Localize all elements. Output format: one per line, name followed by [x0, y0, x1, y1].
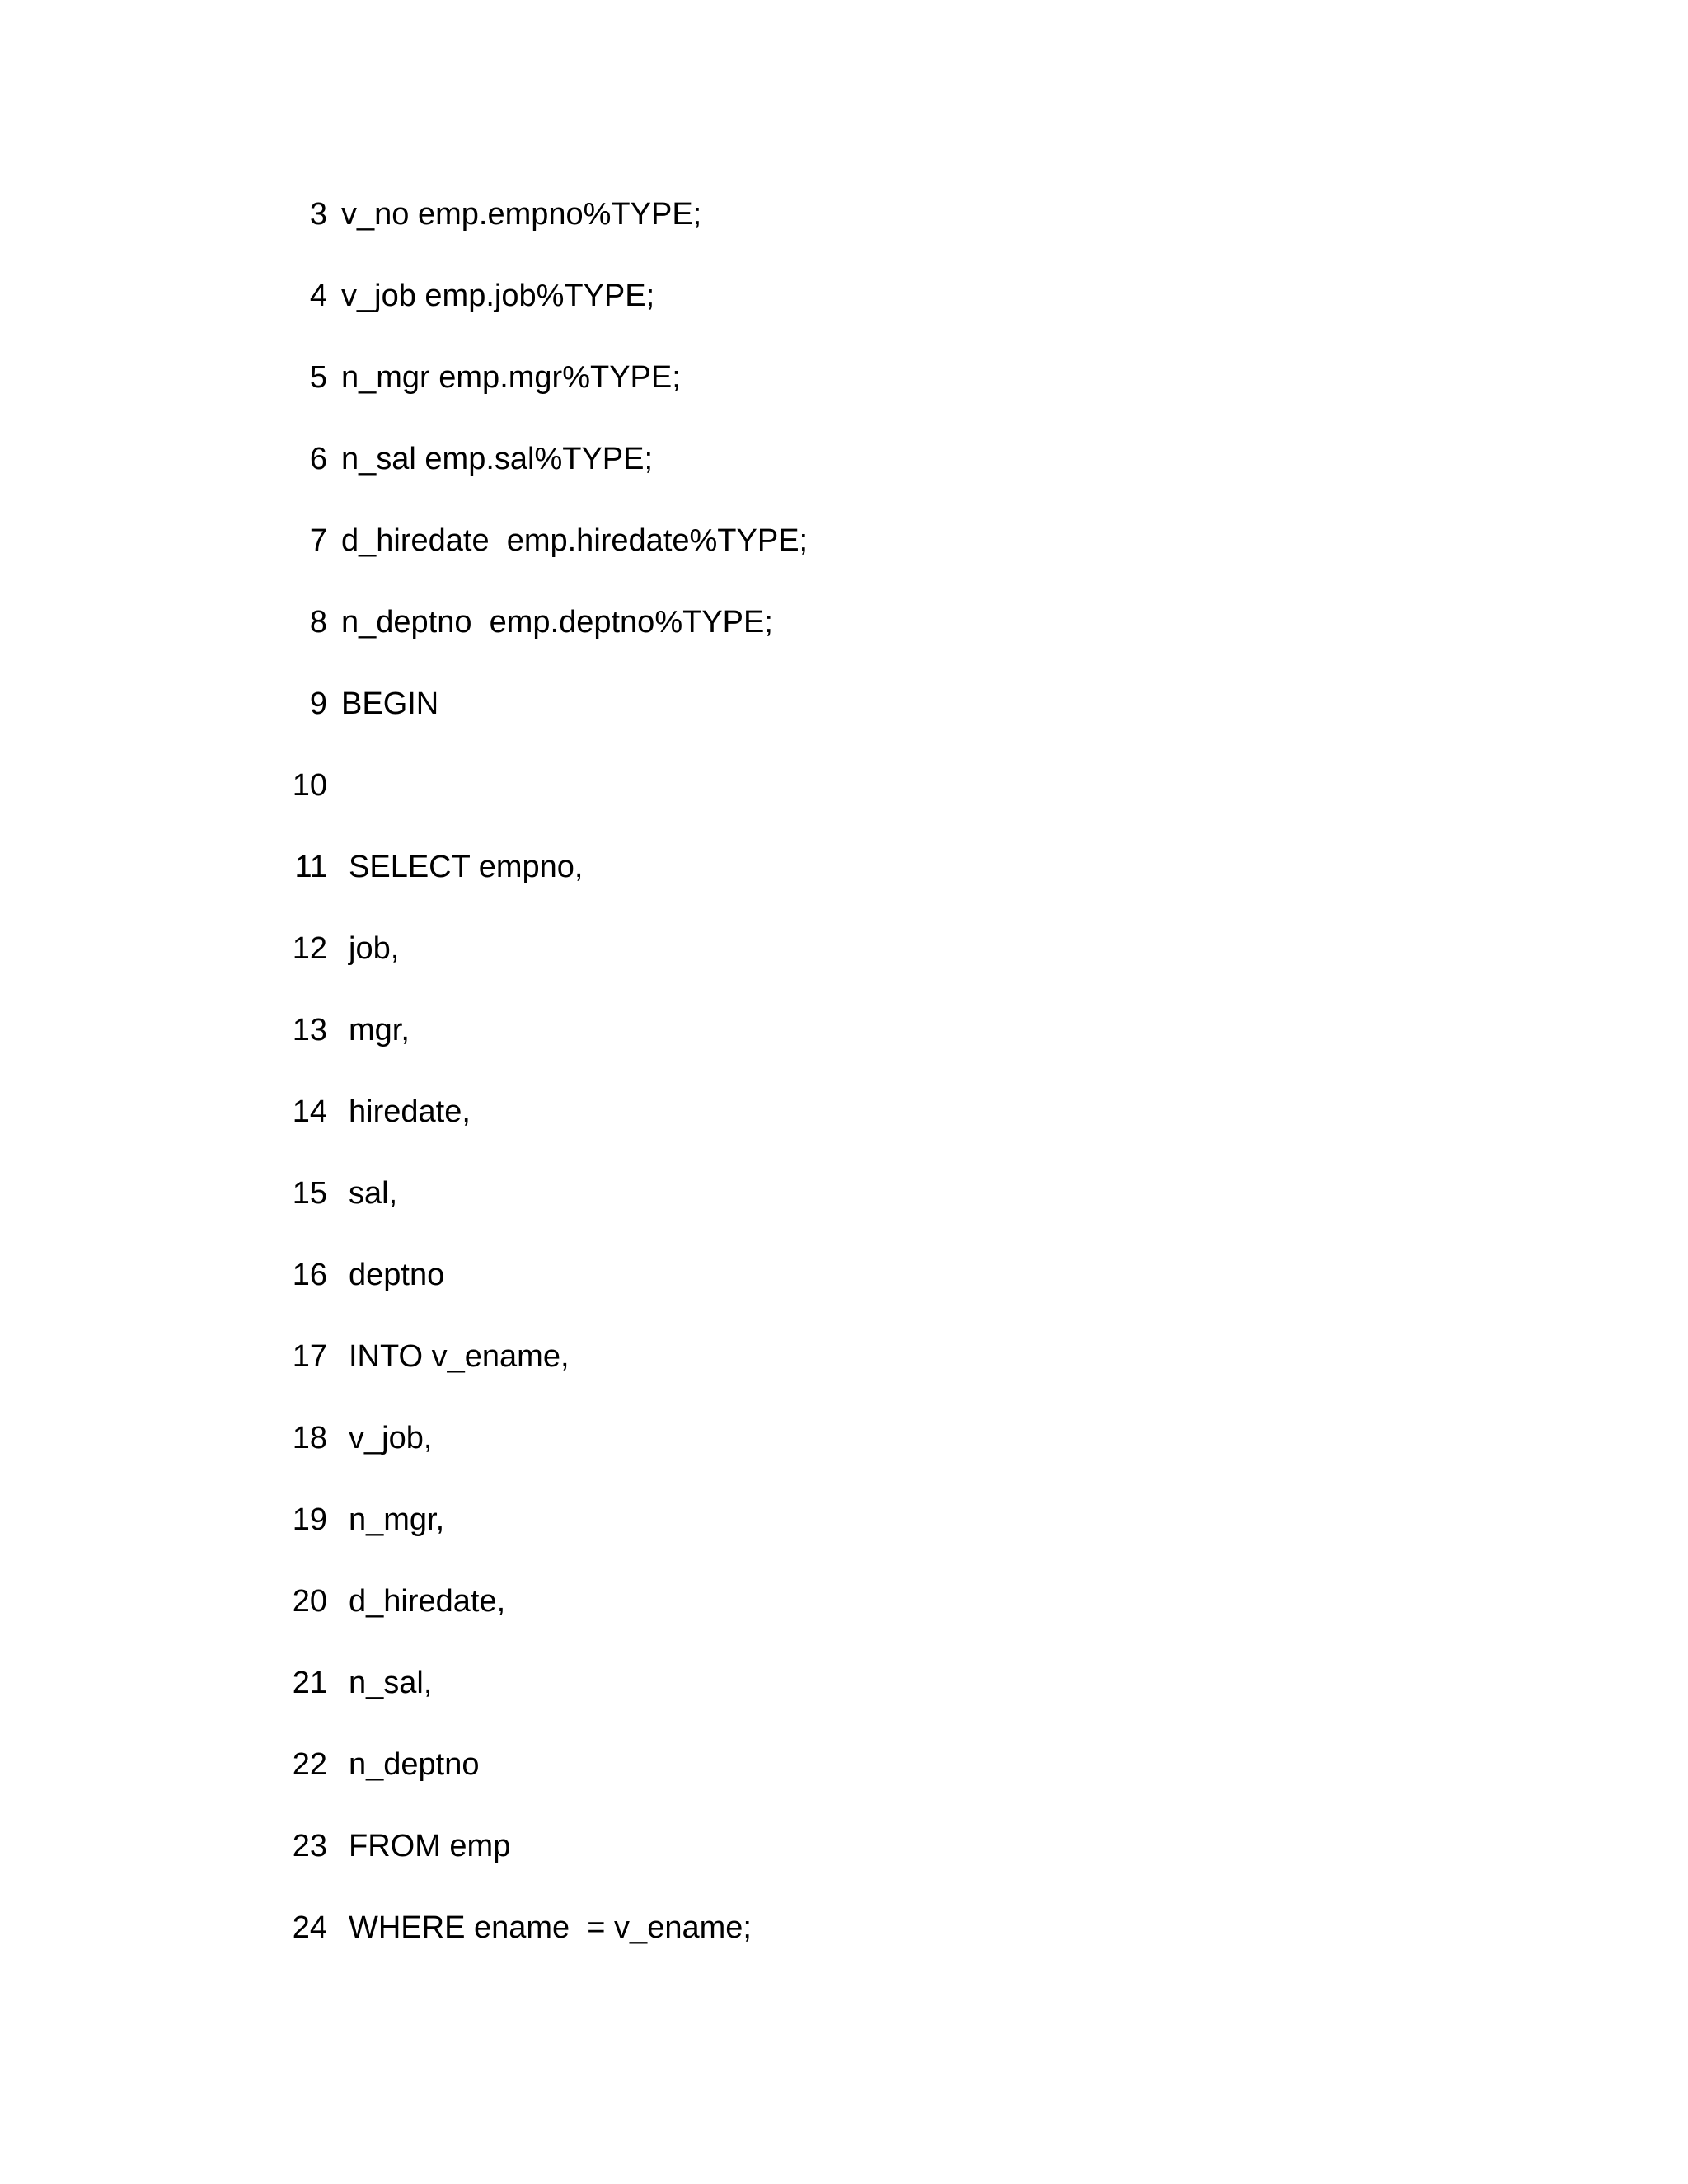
- line-text: n_mgr emp.mgr%TYPE;: [341, 360, 681, 395]
- line-number: 14: [292, 1094, 327, 1129]
- code-line: [0, 598, 773, 647]
- line-number: 22: [292, 1747, 327, 1782]
- line-text: n_deptno: [349, 1747, 480, 1782]
- line-number: 20: [292, 1584, 327, 1619]
- line-text: v_no emp.empno%TYPE;: [341, 197, 702, 232]
- line-number: 8: [309, 605, 327, 640]
- line-text: BEGIN: [341, 687, 439, 721]
- line-text: d_hiredate,: [349, 1584, 506, 1619]
- line-number: 16: [292, 1258, 327, 1292]
- code-line: [0, 271, 655, 321]
- code-line: [0, 1658, 433, 1708]
- code-line: [0, 190, 702, 239]
- code-line: [0, 434, 654, 484]
- code-line: [0, 761, 327, 810]
- code-line: [0, 1087, 471, 1137]
- line-text: v_job emp.job%TYPE;: [341, 279, 655, 313]
- line-text: job,: [349, 931, 400, 966]
- code-line: [0, 1903, 752, 1952]
- line-text: FROM emp: [349, 1829, 511, 1863]
- line-text: n_sal,: [349, 1666, 433, 1700]
- line-number: 23: [292, 1829, 327, 1863]
- line-number: 7: [309, 523, 327, 558]
- line-text: hiredate,: [349, 1094, 471, 1129]
- line-number: 9: [309, 687, 327, 721]
- line-text: sal,: [349, 1176, 398, 1211]
- line-number: 3: [309, 197, 327, 232]
- code-line: [0, 1005, 410, 1055]
- code-line: [0, 1250, 445, 1300]
- line-text: n_mgr,: [349, 1502, 445, 1537]
- line-number: 21: [292, 1666, 327, 1700]
- line-text: INTO v_ename,: [349, 1339, 570, 1374]
- code-line: [0, 1821, 511, 1871]
- line-number: 12: [292, 931, 327, 966]
- line-number: 11: [294, 850, 327, 884]
- code-line: [0, 1495, 445, 1544]
- code-line: [0, 842, 584, 892]
- line-number: 6: [309, 442, 327, 476]
- line-number: 17: [292, 1339, 327, 1374]
- line-text: n_sal emp.sal%TYPE;: [341, 442, 654, 476]
- line-number: 4: [309, 279, 327, 313]
- code-line: [0, 1740, 480, 1789]
- line-number: 13: [292, 1013, 327, 1047]
- code-line: [0, 516, 809, 565]
- line-number: 10: [292, 768, 327, 803]
- line-text: WHERE ename = v_ename;: [349, 1910, 752, 1945]
- line-text: mgr,: [349, 1013, 410, 1047]
- line-number: 19: [292, 1502, 327, 1537]
- line-text: v_job,: [349, 1421, 433, 1455]
- line-number: 15: [292, 1176, 327, 1211]
- line-number: 24: [292, 1910, 327, 1945]
- line-text: deptno: [349, 1258, 445, 1292]
- line-text: SELECT empno,: [349, 850, 584, 884]
- code-line: [0, 1577, 506, 1626]
- code-line: [0, 353, 681, 402]
- code-line: [0, 1413, 433, 1463]
- line-number: 18: [292, 1421, 327, 1455]
- code-line: [0, 1332, 570, 1381]
- line-text: n_deptno emp.deptno%TYPE;: [341, 605, 773, 640]
- code-line: [0, 1169, 398, 1218]
- line-number: 5: [309, 360, 327, 395]
- code-line: [0, 924, 400, 973]
- code-line: [0, 679, 439, 729]
- line-text: d_hiredate emp.hiredate%TYPE;: [341, 523, 809, 558]
